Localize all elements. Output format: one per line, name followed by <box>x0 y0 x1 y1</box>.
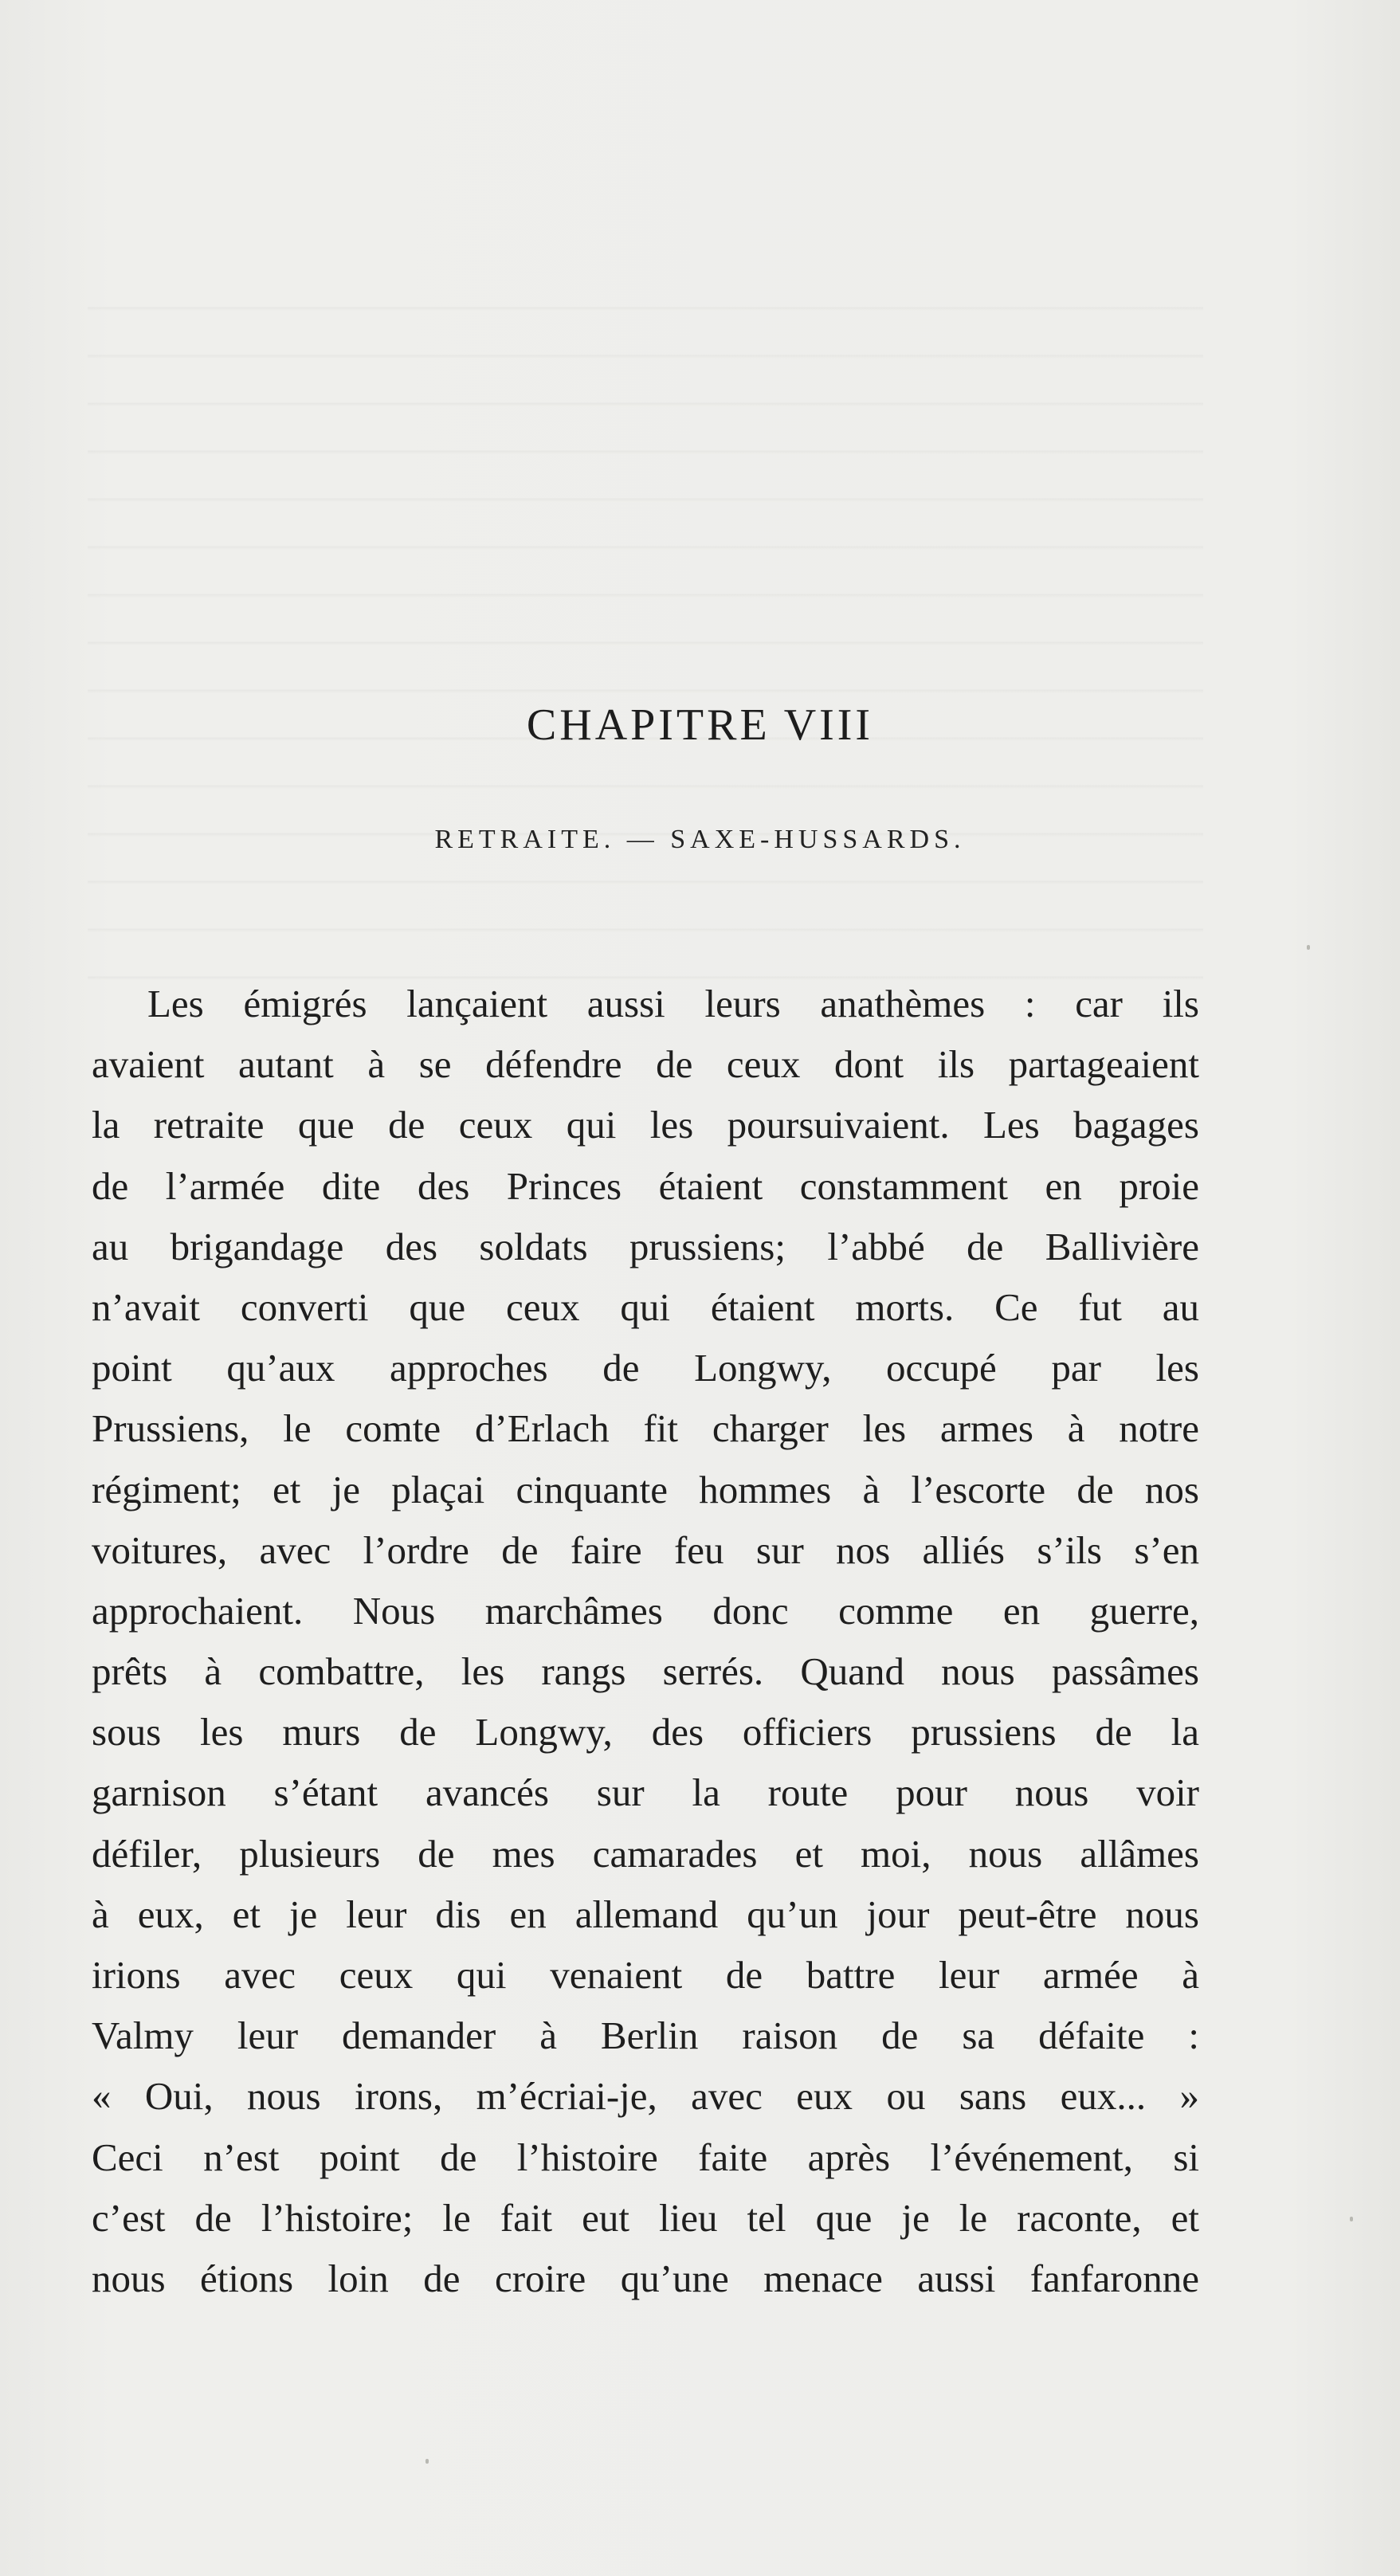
text-line: nous étions loin de croire qu’une menace aussi fanfaronne <box>92 2256 1199 2300</box>
text-line: sous les murs de Longwy, des officiers prussiens de la <box>92 1710 1199 1755</box>
chapter-title: CHAPITRE VIII <box>526 700 874 750</box>
text-line: avaient autant à se défendre de ceux dont ils partageaient <box>92 1042 1199 1087</box>
paper-speck <box>1307 945 1310 950</box>
text-line: voitures, avec l’ordre de faire feu sur nos alliés s’ils s’en <box>92 1527 1199 1572</box>
text-line: prêts à combattre, les rangs serrés. Quand nous passâmes <box>92 1649 1199 1694</box>
text-line: à eux, et je leur dis en allemand qu’un jour peut-être nous <box>92 1892 1199 1936</box>
text-line: au brigandage des soldats prussiens; l’abbé de Ballivière <box>92 1224 1199 1268</box>
text-line: « Oui, nous irons, m’écriai-je, avec eux ou sans eux... » <box>92 2074 1199 2119</box>
paper-speck <box>425 2459 429 2464</box>
text-line: irions avec ceux qui venaient de battre leur armée à <box>92 1953 1199 1997</box>
body-paragraph <box>92 974 1199 2309</box>
text-line: Prussiens, le comte d’Erlach fit charger les armes à notre <box>92 1406 1199 1451</box>
chapter-subtitle: RETRAITE. — SAXE-HUSSARDS. <box>434 825 966 854</box>
text-line: point qu’aux approches de Longwy, occupé par les <box>92 1346 1199 1390</box>
text-line: c’est de l’histoire; le fait eut lieu tel que je le raconte, et <box>92 2195 1199 2240</box>
text-line: n’avait converti que ceux qui étaient morts. Ce fut au <box>92 1284 1199 1329</box>
text-line: Valmy leur demander à Berlin raison de sa défaite : <box>92 2013 1199 2058</box>
text-line: défiler, plusieurs de mes camarades et moi, nous allâmes <box>92 1831 1199 1876</box>
text-line: approchaient. Nous marchâmes donc comme en guerre, <box>92 1588 1199 1633</box>
text-line: Ceci n’est point de l’histoire faite après l’événement, si <box>92 2135 1199 2179</box>
paper-speck <box>1350 2217 1353 2221</box>
text-line: Les émigrés lançaient aussi leurs anathèmes : car ils <box>147 982 1199 1025</box>
show-through-texture <box>88 263 1203 980</box>
text-line: de l’armée dite des Princes étaient constamment en proie <box>92 1163 1199 1208</box>
text-line: régiment; et je plaçai cinquante hommes à l’escorte de nos <box>92 1467 1199 1511</box>
text-line: la retraite que de ceux qui les poursuivaient. Les bagages <box>92 1103 1199 1147</box>
text-line: garnison s’étant avancés sur la route pour nous voir <box>92 1770 1199 1815</box>
